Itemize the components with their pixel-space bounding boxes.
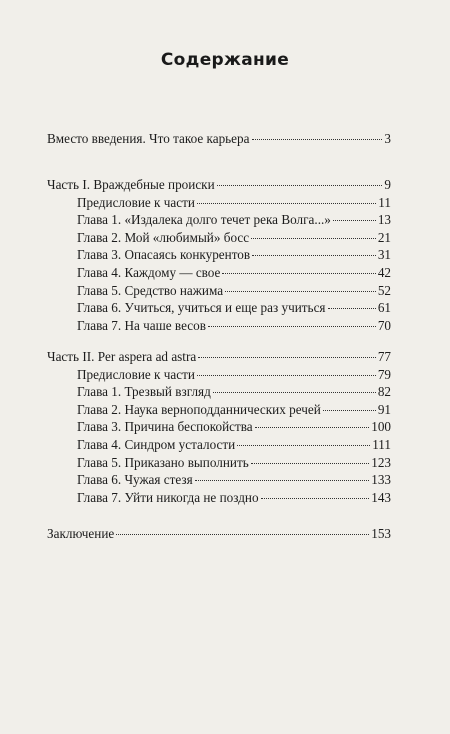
toc-entry xyxy=(77,471,391,489)
toc-entry xyxy=(77,229,391,247)
page-title: Содержание xyxy=(160,50,290,70)
toc-entry-page: 111 xyxy=(372,437,391,452)
toc-entry-title: Глава 1. «Издалека долго течет река Волга...» xyxy=(77,212,331,228)
toc-entry-title: Глава 1. Трезвый взгляд xyxy=(77,384,211,400)
toc-entry-title: Глава 5. Средство нажима xyxy=(77,282,224,298)
dot-leader xyxy=(333,220,376,221)
dot-leader xyxy=(323,410,376,411)
dot-leader xyxy=(237,445,370,446)
dot-leader xyxy=(213,392,376,393)
dot-leader xyxy=(255,427,370,428)
toc-entry xyxy=(77,317,391,335)
toc-entry-page: 153 xyxy=(371,526,391,541)
toc-entry-part1 xyxy=(47,176,391,194)
toc-entry-page: 82 xyxy=(377,384,391,400)
toc-entry-title: Глава 2. Мой «любимый» босс xyxy=(77,229,250,245)
toc-entry xyxy=(77,454,391,472)
dot-leader xyxy=(261,498,370,499)
dot-leader xyxy=(198,357,376,358)
dot-leader xyxy=(208,326,376,327)
toc-entry-title: Предисловие к части xyxy=(77,366,195,382)
toc-entry xyxy=(77,211,391,229)
toc-entry-page: 79 xyxy=(377,366,391,382)
toc-entry xyxy=(77,383,391,401)
toc-entry-part2 xyxy=(47,348,391,366)
toc-entry-page: 77 xyxy=(377,349,391,364)
toc-entry xyxy=(77,264,391,282)
toc-entry-page: 42 xyxy=(377,265,391,280)
dot-leader xyxy=(197,203,376,204)
dot-leader xyxy=(252,139,383,140)
dot-leader xyxy=(116,534,369,535)
toc-entry xyxy=(77,366,391,384)
toc-entry-page: 13 xyxy=(377,212,391,228)
toc-entry xyxy=(77,401,391,419)
toc-entry xyxy=(77,246,391,264)
toc-entry-conclusion xyxy=(47,525,391,543)
dot-leader xyxy=(252,255,376,256)
toc-entry-page: 70 xyxy=(377,317,391,333)
toc-entry-title: Часть I. Враждебные происки xyxy=(47,177,215,192)
toc-entry xyxy=(77,194,391,212)
toc-entry xyxy=(77,418,391,436)
toc-entry-page: 61 xyxy=(377,300,391,316)
toc-entry-title: Глава 2. Наука верноподданнических речей xyxy=(77,401,321,417)
toc-entry-title: Глава 6. Чужая стезя xyxy=(77,472,193,488)
toc-entry-title: Заключение xyxy=(47,526,115,541)
toc-entry-page: 52 xyxy=(377,282,391,298)
toc-entry xyxy=(77,489,391,507)
dot-leader xyxy=(195,480,370,481)
toc-entry-title: Глава 7. На чаше весов xyxy=(77,317,206,333)
toc-entry-page: 91 xyxy=(377,401,391,417)
toc-entry-page: 21 xyxy=(377,229,391,245)
toc-entry-title: Глава 7. Уйти никогда не поздно xyxy=(77,489,259,505)
dot-leader xyxy=(222,273,375,274)
toc-entry-page: 3 xyxy=(384,131,391,146)
toc-entry-title: Вместо введения. Что такое карьера xyxy=(47,131,250,146)
toc-entry-intro xyxy=(47,130,391,148)
toc-entry xyxy=(77,436,391,454)
toc-entry-page: 100 xyxy=(371,419,391,435)
toc-entry xyxy=(77,282,391,300)
toc-entry-page: 31 xyxy=(377,247,391,263)
toc-entry-page: 123 xyxy=(371,454,391,470)
toc-entry-title: Глава 4. Синдром усталости xyxy=(77,437,236,452)
toc-entry-page: 11 xyxy=(378,194,391,210)
toc-entry-title: Глава 5. Приказано выполнить xyxy=(77,454,249,470)
toc-entry-page: 133 xyxy=(371,472,391,488)
toc-entry-title: Глава 4. Каждому — свое xyxy=(77,265,221,280)
toc-entry-title: Глава 3. Причина беспокойства xyxy=(77,419,253,435)
toc-entry-title: Глава 6. Учиться, учиться и еще раз учиться xyxy=(77,300,326,316)
dot-leader xyxy=(217,185,383,186)
toc-entry-title: Глава 3. Опасаясь конкурентов xyxy=(77,247,251,263)
toc-entry-page: 143 xyxy=(371,489,391,505)
toc-entry-title: Предисловие к части xyxy=(77,194,195,210)
toc-entry-page: 9 xyxy=(384,177,391,192)
dot-leader xyxy=(328,308,376,309)
dot-leader xyxy=(251,463,369,464)
dot-leader xyxy=(197,375,376,376)
toc-entry-title: Часть II. Per aspera ad astra xyxy=(47,349,197,364)
dot-leader xyxy=(225,291,376,292)
dot-leader xyxy=(251,238,376,239)
toc-entry xyxy=(77,299,391,317)
